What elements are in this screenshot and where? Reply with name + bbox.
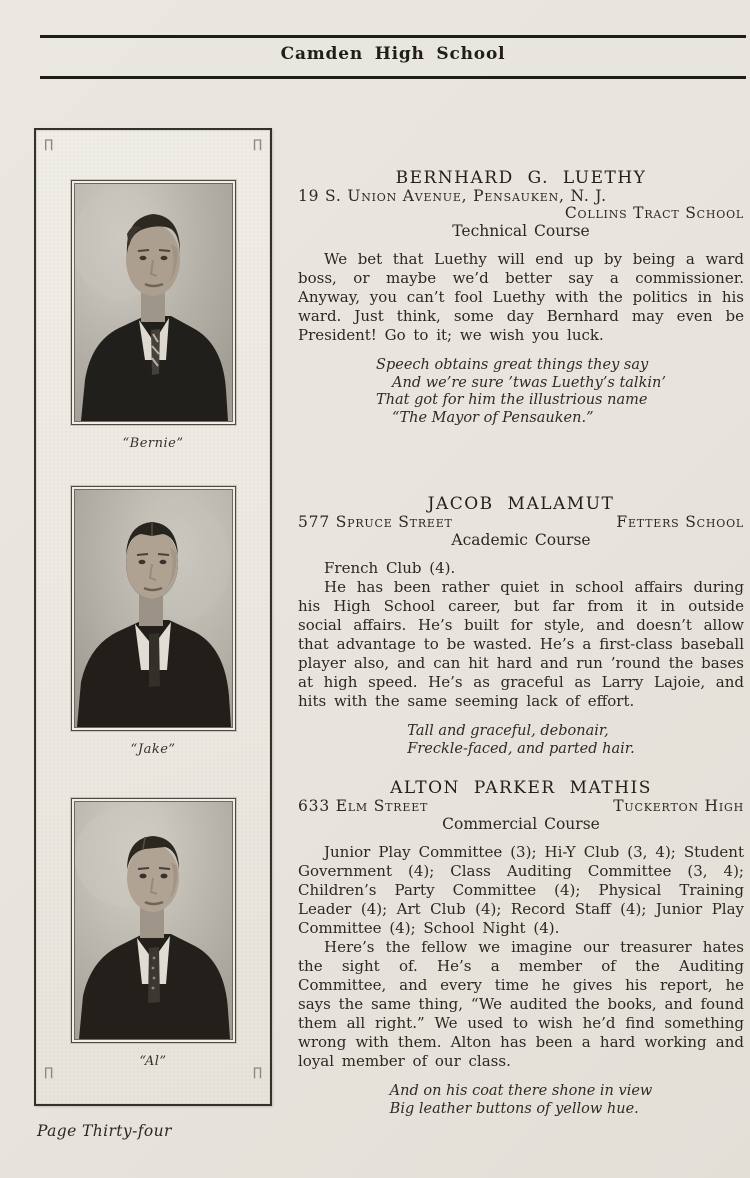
book-ornament-icon: ∏ xyxy=(252,1065,262,1079)
student-address: 577 Spruce Street xyxy=(298,513,453,531)
book-ornament-icon: ∏ xyxy=(44,137,54,151)
portrait-caption: “Jake” xyxy=(130,742,176,757)
poem-line: Tall and graceful, debonair, xyxy=(407,723,609,739)
student-name: BERNHARD G. LUETHY xyxy=(395,168,647,188)
student-name: ALTON PARKER MATHIS xyxy=(390,778,652,798)
entry-bernhard-luethy xyxy=(298,168,744,427)
poem-line: “The Mayor of Pensauken.” xyxy=(392,409,594,426)
student-course: Technical Course xyxy=(452,222,590,240)
header-rule-bottom xyxy=(40,76,746,79)
page-header-title: Camden High School xyxy=(280,44,506,64)
poem-line: And on his coat there shone in view xyxy=(389,1083,653,1099)
portrait-caption: “Bernie” xyxy=(122,436,184,451)
entry-jacob-malamut xyxy=(298,494,744,758)
poem-line: Freckle-faced, and parted hair. xyxy=(407,740,635,757)
bio-paragraph: We bet that Luethy will end up by being a ward boss, or maybe we’d better say a commissioner. Anyway, you can’t fool Luethy with the politics in his ward. Just think, some day Bernhard may even be President! Go to it; we wish you luck. xyxy=(298,250,744,344)
page-number: Page Thirty-four xyxy=(37,1122,172,1140)
portrait-caption: “Al” xyxy=(139,1054,167,1069)
book-ornament-icon: ∏ xyxy=(252,137,262,151)
student-poem xyxy=(390,1083,653,1118)
poem-line: Speech obtains great things they say xyxy=(376,357,649,373)
student-name: JACOB MALAMUT xyxy=(427,494,615,514)
portrait-photo-frame xyxy=(71,798,236,1043)
student-course: Commercial Course xyxy=(442,815,600,833)
header-rule-top xyxy=(40,35,746,38)
portrait-photo-frame xyxy=(71,486,236,731)
book-ornament-icon: ∏ xyxy=(44,1065,54,1079)
student-course: Academic Course xyxy=(451,531,591,549)
poem-line: Big leather buttons of yellow hue. xyxy=(389,1100,639,1117)
portrait-bernie xyxy=(36,180,270,451)
bio-paragraph: Here’s the fellow we imagine our treasurer hates the sight of. He’s a member of the Auditing Committee, and every time he gives his report, he says the same thing, “We audited the books, and found them all right.” We used to wish he’d find something wrong with them. Alton has been a hard working and loyal member of our class. xyxy=(298,938,744,1070)
poem-line: That got for him the illustrious name xyxy=(376,392,648,408)
student-school: Tuckerton High xyxy=(613,797,744,815)
student-poem xyxy=(376,357,666,427)
portrait-photo-bernie xyxy=(75,184,232,421)
entry-alton-mathis xyxy=(298,778,744,1118)
student-school: Fetters School xyxy=(616,513,744,531)
activities-line: French Club (4). xyxy=(324,559,456,577)
poem-line: And we’re sure ’twas Luethy’s talkin’ xyxy=(392,374,666,391)
portrait-jake xyxy=(36,486,270,757)
activities-paragraph: Junior Play Committee (3); Hi-Y Club (3, 4); Student Government (4); Class Auditing Committee (3, 4); Children’s Party Committee (4); Physical Training Leader (4); Art Club (4); Record Staff (4); Junior Play Committee (4); School Night (4). xyxy=(298,843,744,937)
portrait-photo-frame xyxy=(71,180,236,425)
student-address: 19 S. Union Avenue, Pensauken, N. J. xyxy=(298,187,607,205)
student-address: 633 Elm Street xyxy=(298,797,429,815)
photo-panel xyxy=(34,128,272,1106)
student-school: Collins Tract School xyxy=(564,204,744,222)
bio-paragraph: He has been rather quiet in school affairs during his High School career, but far from it in outside social affairs. He’s built for style, and doesn’t allow that advantage to be wasted. He’s a first-class baseball player also, and can hit hard and run ’round the bases at high speed. He’s as graceful as Larry Lajoie, and hits with the same seeming lack of effort. xyxy=(298,578,744,710)
student-poem xyxy=(407,723,634,758)
portrait-al xyxy=(36,798,270,1069)
portrait-photo-al xyxy=(75,802,232,1039)
portrait-photo-jake xyxy=(75,490,232,727)
